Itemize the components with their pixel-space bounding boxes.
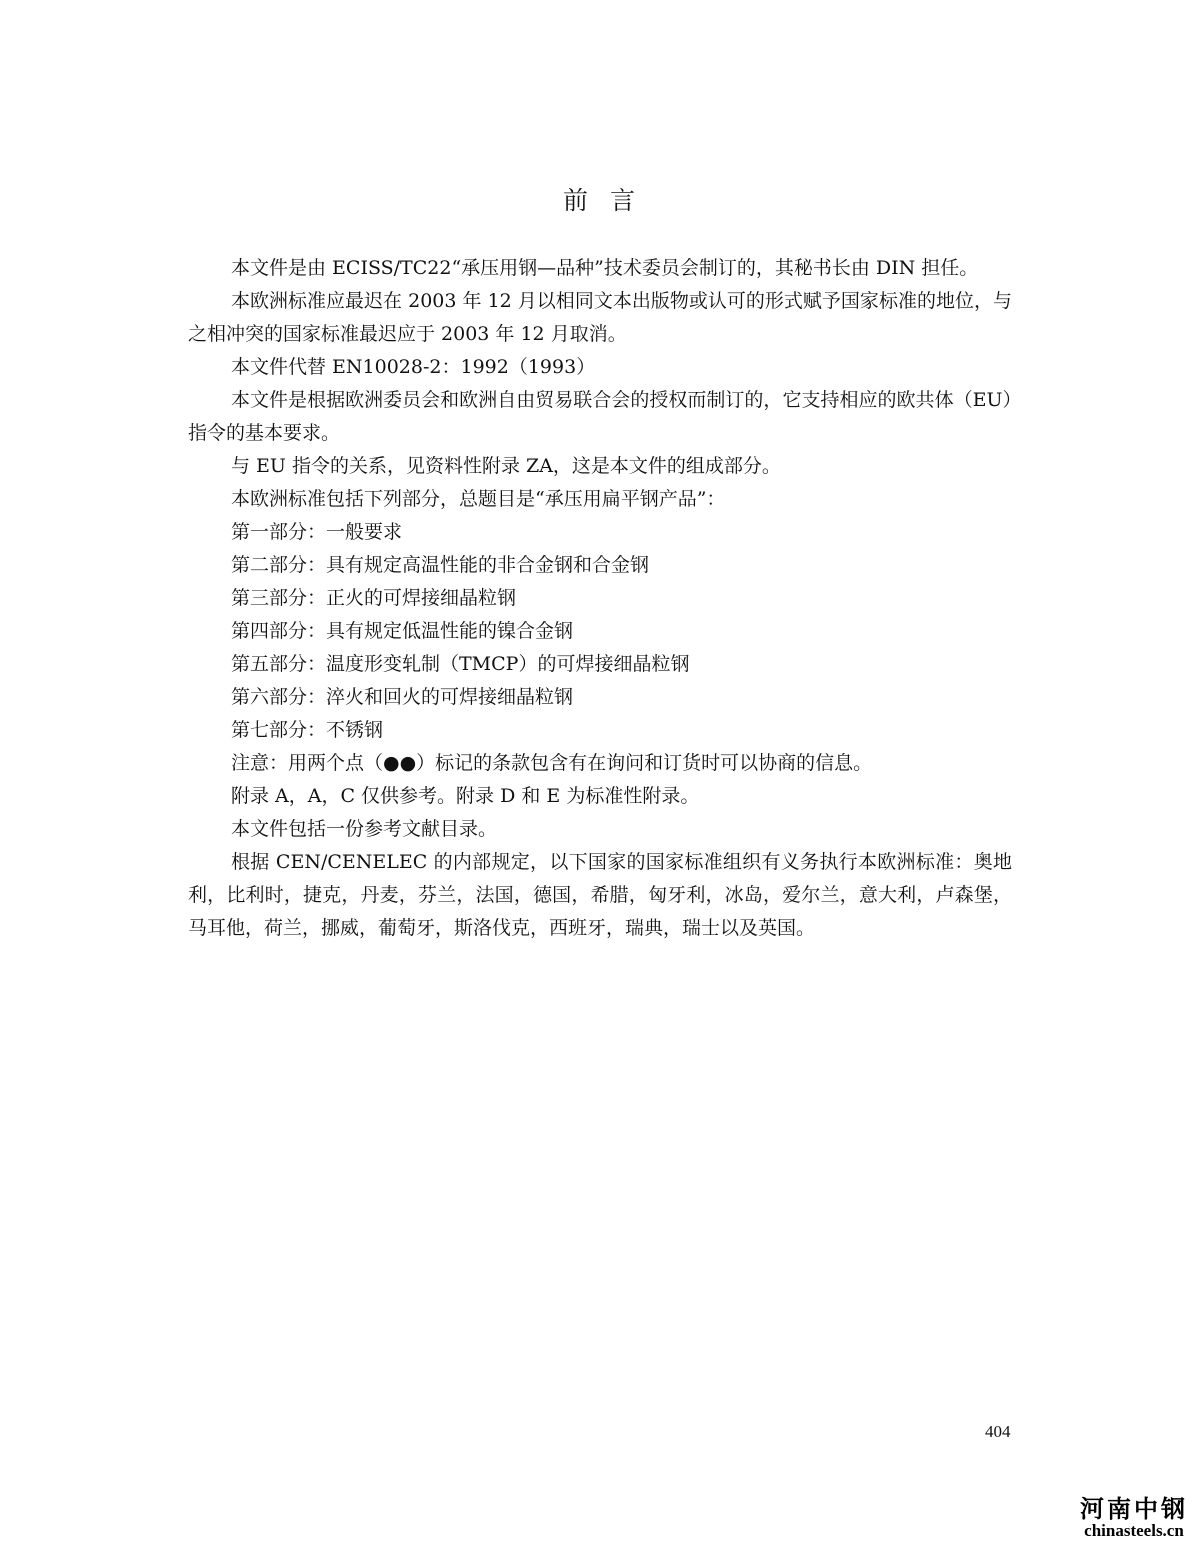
paragraph-supersedes: 本文件代替 EN10028-2：1992（1993） <box>231 356 596 378</box>
paragraph-committee: 本文件是由 ECISS/TC22“承压用钢—品种”技术委员会制订的，其秘书长由 DIN 担任。 <box>231 257 979 279</box>
list-item-part-1: 第一部分：一般要求 <box>231 521 403 543</box>
paragraph-countries: 根据 CEN/CENELEC 的内部规定，以下国家的国家标准组织有义务执行本欧洲标准：奥地利，比利时，捷克，丹麦，芬兰，法国，德国，希腊，匈牙利，冰岛，爱尔兰，意大利，卢森堡，马耳他，荷兰，挪威，葡萄牙，斯洛伐克，西班牙，瑞典，瑞士以及英国。 <box>188 851 1012 939</box>
list-item-part-6: 第六部分：淬火和回火的可焊接细晶粒钢 <box>231 686 574 708</box>
paragraph-mandate: 本文件是根据欧洲委员会和欧洲自由贸易联合会的授权而制订的，它支持相应的欧共体（EU）指令的基本要求。 <box>188 389 1012 444</box>
paragraph-note: 注意：用两个点（●●）标记的条款包含有在询问和订货时可以协商的信息。 <box>231 752 873 774</box>
document-body <box>188 252 1012 945</box>
list-item-part-4: 第四部分：具有规定低温性能的镍合金钢 <box>231 620 574 642</box>
page-title: 前言 <box>562 186 657 215</box>
list-item-part-5: 第五部分：温度形变轧制（TMCP）的可焊接细晶粒钢 <box>231 653 690 675</box>
watermark-cn-text: 河南中钢 <box>1080 1495 1188 1523</box>
paragraph-annexes: 附录 A，A，C 仅供参考。附录 D 和 E 为标准性附录。 <box>231 785 700 807</box>
paragraph-adoption-date: 本欧洲标准应最迟在 2003 年 12 月以相同文本出版物或认可的形式赋予国家标准的地位，与之相冲突的国家标准最迟应于 2003 年 12 月取消。 <box>188 290 1012 345</box>
list-item-part-2: 第二部分：具有规定高温性能的非合金钢和合金钢 <box>231 554 650 576</box>
list-item-part-3: 第三部分：正火的可焊接细晶粒钢 <box>231 587 517 609</box>
paragraph-parts-intro: 本欧洲标准包括下列部分，总题目是“承压用扁平钢产品”： <box>231 488 726 510</box>
watermark-logo <box>1076 1496 1192 1540</box>
paragraph-bibliography: 本文件包括一份参考文献目录。 <box>231 818 498 840</box>
list-item-part-7: 第七部分：不锈钢 <box>231 719 384 741</box>
page-number: 404 <box>985 1422 1011 1441</box>
watermark-en-text: chinasteels.cn <box>1084 1521 1184 1540</box>
paragraph-eu-directive: 与 EU 指令的关系，见资料性附录 ZA，这是本文件的组成部分。 <box>231 455 781 477</box>
